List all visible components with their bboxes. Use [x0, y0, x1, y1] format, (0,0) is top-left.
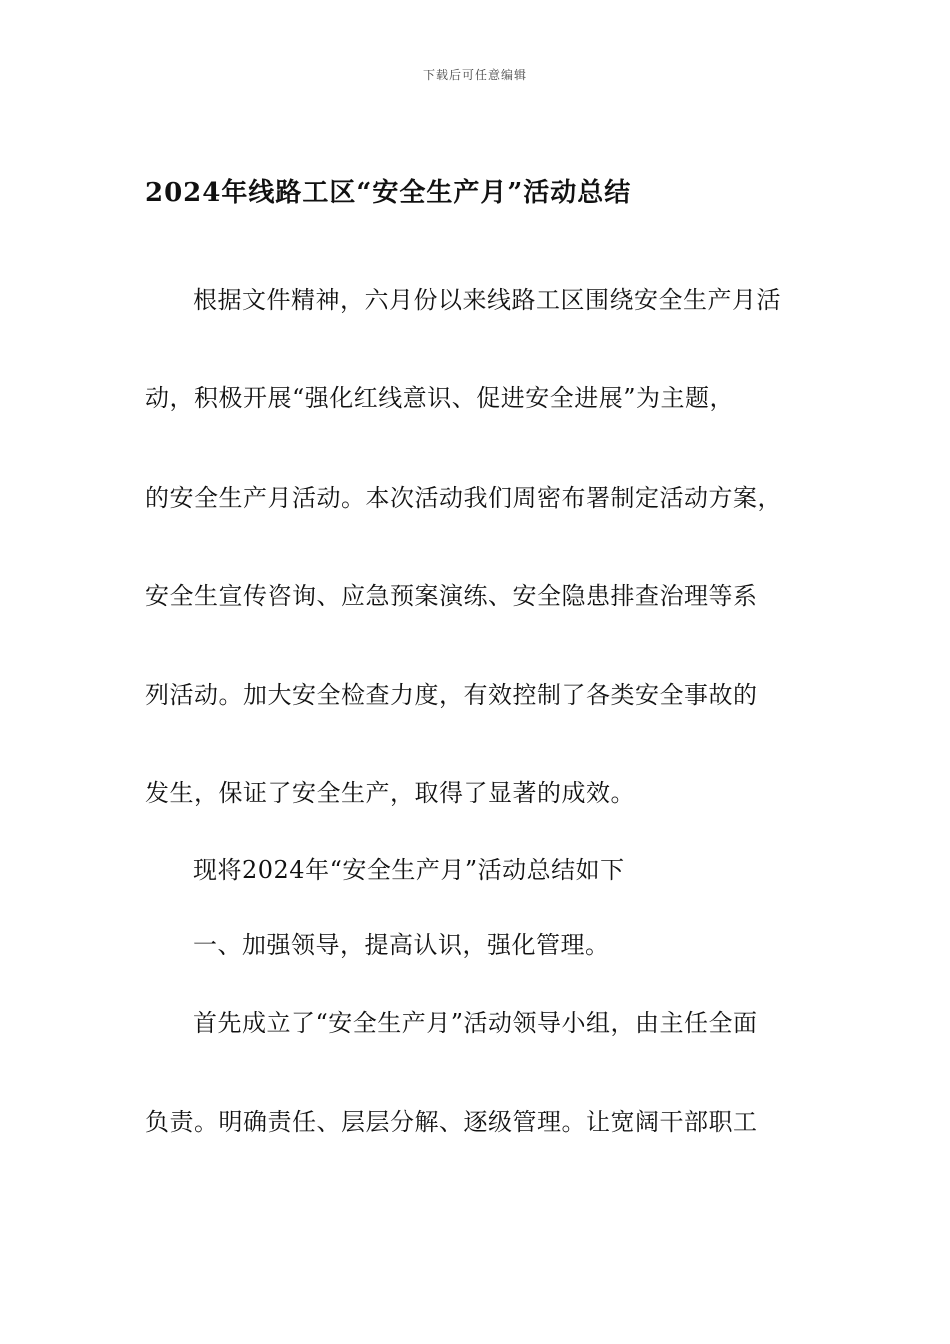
paragraph-line: 首先成立了“安全生产月”活动领导小组，由主任全面: [193, 1009, 758, 1037]
page-header: 下载后可任意编辑: [422, 68, 527, 82]
section-heading: 一、加强领导，提高认识，强化管理。: [193, 931, 610, 959]
paragraph-line: 动，积极开展“强化红线意识、促进安全进展”为主题，: [145, 384, 735, 412]
paragraph-line: 根据文件精神，六月份以来线路工区围绕安全生产月活: [193, 286, 781, 314]
paragraph-line: 现将2024年“安全生产月”活动总结如下: [193, 856, 625, 884]
paragraph-line: 负责。明确责任、层层分解、逐级管理。让宽阔干部职工: [145, 1108, 758, 1136]
paragraph-line: 发生，保证了安全生产，取得了显著的成效。: [145, 779, 635, 807]
paragraph-line: 的安全生产月活动。本次活动我们周密布署制定活动方案，: [145, 484, 782, 512]
paragraph-line: 列活动。加大安全检查力度，有效控制了各类安全事故的: [145, 681, 758, 709]
document-title: 2024年线路工区“安全生产月”活动总结: [145, 178, 632, 208]
paragraph-line: 安全生宣传咨询、应急预案演练、安全隐患排查治理等系: [145, 582, 758, 610]
